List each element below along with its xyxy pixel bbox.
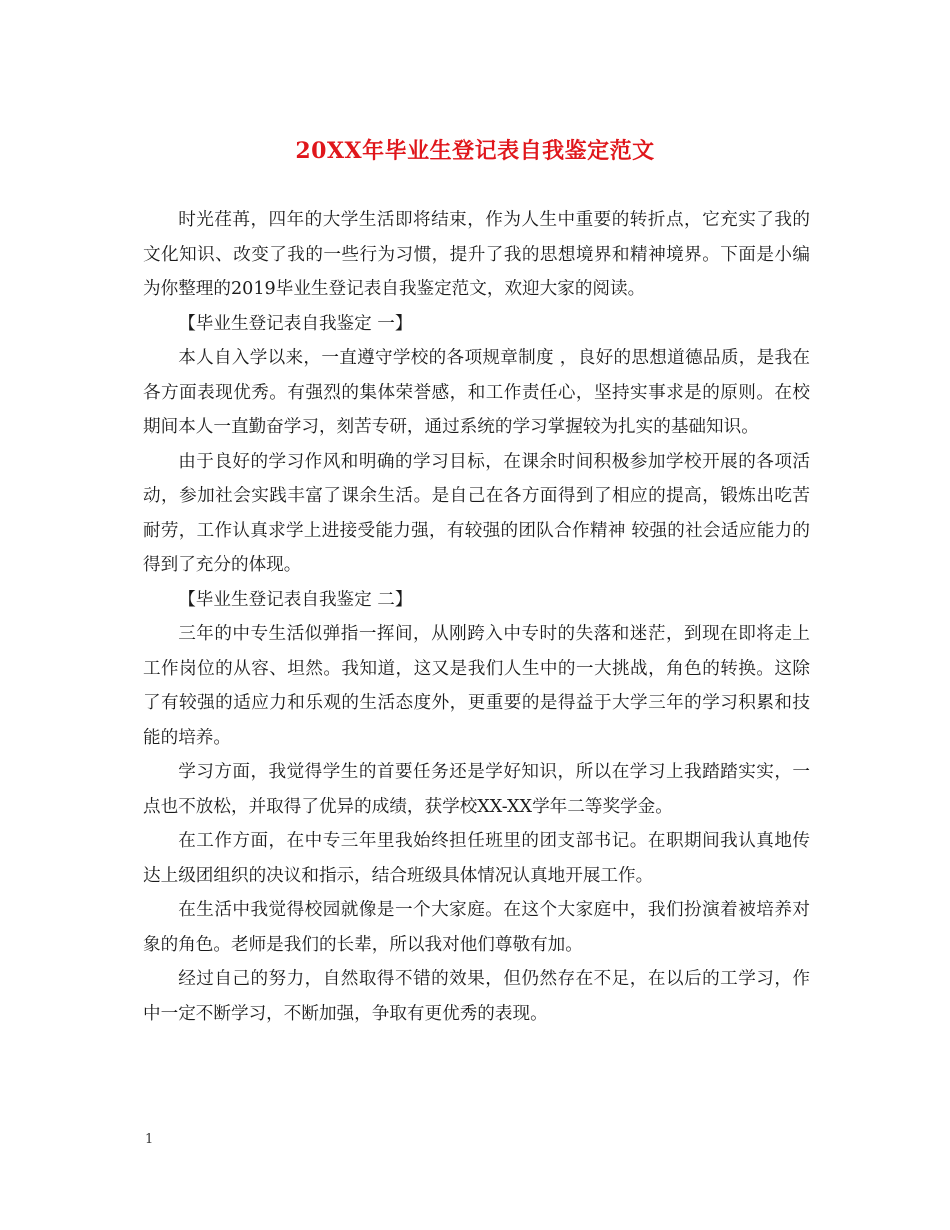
paragraph: 在工作方面，在中专三年里我始终担任班里的团支部书记。在职期间我认真地传达上级团组织的决议和指示，结合班级具体情况认真地开展工作。: [143, 831, 810, 886]
section-heading-1: 【毕业生登记表自我鉴定 一】: [178, 313, 413, 334]
paragraph: 三年的中专生活似弹指一挥间，从刚跨入中专时的失落和迷茫，到现在即将走上工作岗位的从容、坦然。我知道，这又是我们人生中的一大挑战，角色的转换。这除了有较强的适应力和乐观的生活态度外，更重要的是得益于大学三年的学习积累和技能的培养。: [143, 624, 810, 748]
document-title: 20XX年毕业生登记表自我鉴定范文: [295, 138, 655, 164]
paragraph: 经过自己的努力，自然取得不错的效果，但仍然存在不足，在以后的工学习，作中一定不断学习，不断加强，争取有更优秀的表现。: [143, 969, 810, 1024]
paragraph: 由于良好的学习作风和明确的学习目标，在课余时间积极参加学校开展的各项活动，参加社会实践丰富了课余生活。是自己在各方面得到了相应的提高，锻炼出吃苦耐劳，工作认真求学上进接受能力强，有较强的团队合作精神 较强的社会适应能力的得到了充分的体现。: [143, 451, 810, 575]
section-heading-2: 【毕业生登记表自我鉴定 二】: [178, 589, 413, 610]
paragraph: 在生活中我觉得校园就像是一个大家庭。在这个大家庭中，我们扮演着被培养对象的角色。老师是我们的长辈，所以我对他们尊敬有加。: [143, 900, 810, 955]
paragraph: 学习方面，我觉得学生的首要任务还是学好知识，所以在学习上我踏踏实实，一点也不放松，并取得了优异的成绩，获学校XX-XX学年二等奖学金。: [143, 762, 810, 817]
paragraph: 本人自入学以来，一直遵守学校的各项规章制度 ，良好的思想道德品质，是我在各方面表现优秀。有强烈的集体荣誉感，和工作责任心，坚持实事求是的原则。在校期间本人一直勤奋学习，刻苦专研，通过系统的学习掌握较为扎实的基础知识。: [143, 348, 810, 437]
paragraph-intro: 时光荏苒，四年的大学生活即将结束，作为人生中重要的转折点，它充实了我的文化知识、改变了我的一些行为习惯，提升了我的思想境界和精神境界。下面是小编为你整理的2019毕业生登记表自我鉴定范文，欢迎大家的阅读。: [143, 210, 810, 299]
page-number: 1: [145, 1132, 154, 1147]
document-body: [143, 203, 810, 1031]
